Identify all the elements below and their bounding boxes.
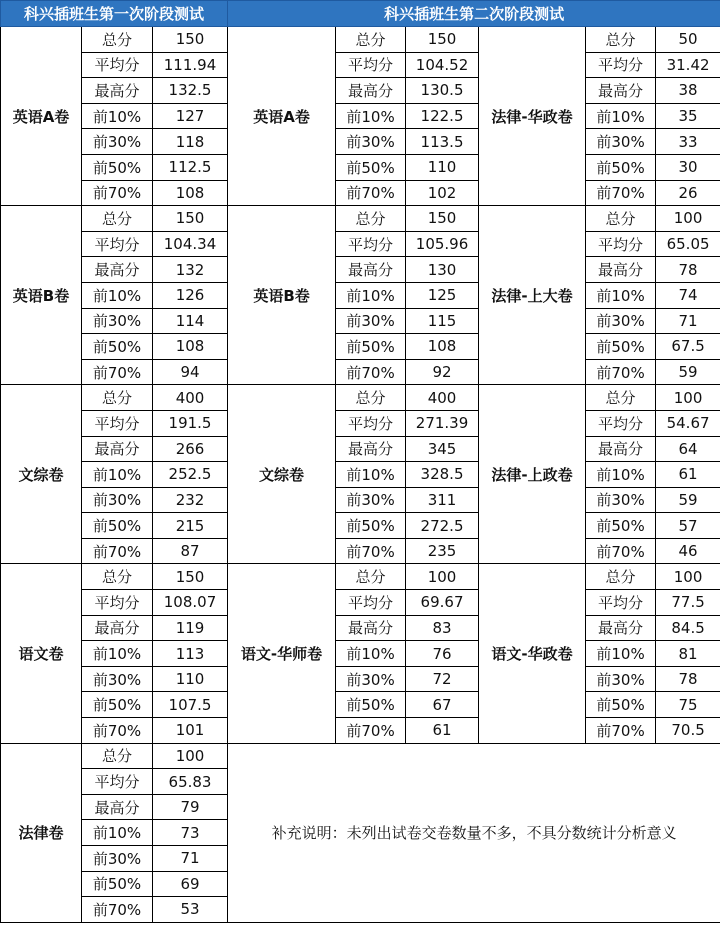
metric-value: 114 [153, 308, 228, 334]
metric-label: 最高分 [336, 257, 406, 283]
metric-value: 100 [153, 743, 228, 769]
metric-value: 150 [153, 206, 228, 232]
metric-label: 前10% [336, 282, 406, 308]
table-row [1, 308, 720, 334]
metric-value: 132.5 [153, 78, 228, 104]
metric-label: 平均分 [586, 52, 656, 78]
metric-label: 前30% [586, 666, 656, 692]
metric-value: 78 [656, 257, 720, 283]
metric-value: 108 [406, 334, 479, 360]
metric-label: 最高分 [336, 615, 406, 641]
metric-label: 最高分 [82, 257, 153, 283]
metric-value: 108 [153, 180, 228, 206]
metric-label: 平均分 [586, 590, 656, 616]
metric-label: 前70% [586, 359, 656, 385]
metric-value: 232 [153, 487, 228, 513]
metric-value: 50 [656, 27, 720, 53]
metric-label: 前50% [336, 692, 406, 718]
metric-label: 最高分 [82, 615, 153, 641]
table-row [1, 257, 720, 283]
note-text: 补充说明：未列出试卷交卷数量不多，不具分数统计分析意义 [228, 743, 720, 922]
metric-value: 150 [153, 564, 228, 590]
metric-value: 38 [656, 78, 720, 104]
metric-label: 平均分 [586, 231, 656, 257]
table-row [1, 27, 720, 53]
metric-value: 65.83 [153, 769, 228, 795]
metric-label: 平均分 [82, 769, 153, 795]
metric-label: 前50% [336, 513, 406, 539]
paper-name: 法律-上大卷 [479, 206, 586, 385]
metric-value: 108 [153, 334, 228, 360]
metric-label: 前10% [586, 103, 656, 129]
header-second-test: 科兴插班生第二次阶段测试 [228, 1, 720, 27]
metric-value: 108.07 [153, 590, 228, 616]
paper-name: 语文-华政卷 [479, 564, 586, 743]
metric-label: 最高分 [82, 78, 153, 104]
metric-label: 总分 [586, 206, 656, 232]
metric-value: 81 [656, 641, 720, 667]
metric-label: 平均分 [336, 410, 406, 436]
metric-label: 前50% [82, 334, 153, 360]
metric-value: 102 [406, 180, 479, 206]
metric-value: 67.5 [656, 334, 720, 360]
metric-value: 191.5 [153, 410, 228, 436]
table-row [1, 692, 720, 718]
table-row [1, 538, 720, 564]
metric-value: 59 [656, 487, 720, 513]
metric-value: 100 [656, 206, 720, 232]
metric-label: 最高分 [586, 615, 656, 641]
metric-label: 前30% [586, 129, 656, 155]
metric-value: 150 [406, 206, 479, 232]
metric-value: 54.67 [656, 410, 720, 436]
metric-label: 前70% [82, 718, 153, 744]
metric-value: 272.5 [406, 513, 479, 539]
table-row [1, 385, 720, 411]
metric-value: 65.05 [656, 231, 720, 257]
metric-label: 前10% [586, 462, 656, 488]
metric-label: 前50% [82, 513, 153, 539]
metric-label: 总分 [586, 564, 656, 590]
metric-label: 总分 [336, 206, 406, 232]
metric-value: 150 [153, 27, 228, 53]
metric-label: 最高分 [586, 257, 656, 283]
metric-label: 总分 [586, 385, 656, 411]
table-row [1, 78, 720, 104]
metric-label: 前10% [82, 462, 153, 488]
metric-value: 70.5 [656, 718, 720, 744]
metric-value: 26 [656, 180, 720, 206]
metric-value: 100 [656, 564, 720, 590]
metric-label: 总分 [336, 27, 406, 53]
paper-name: 语文-华师卷 [228, 564, 336, 743]
metric-label: 平均分 [82, 410, 153, 436]
metric-value: 328.5 [406, 462, 479, 488]
metric-label: 前70% [336, 538, 406, 564]
metric-value: 84.5 [656, 615, 720, 641]
table-row [1, 231, 720, 257]
metric-value: 400 [406, 385, 479, 411]
metric-value: 67 [406, 692, 479, 718]
metric-value: 71 [153, 846, 228, 872]
metric-label: 前70% [586, 180, 656, 206]
table-row [1, 564, 720, 590]
metric-label: 前10% [336, 462, 406, 488]
metric-value: 94 [153, 359, 228, 385]
metric-label: 前50% [82, 871, 153, 897]
table-row [1, 180, 720, 206]
table-row [1, 359, 720, 385]
metric-label: 前70% [586, 718, 656, 744]
table-row [1, 52, 720, 78]
metric-label: 总分 [82, 385, 153, 411]
metric-value: 127 [153, 103, 228, 129]
metric-value: 61 [656, 462, 720, 488]
metric-value: 235 [406, 538, 479, 564]
metric-value: 345 [406, 436, 479, 462]
metric-label: 平均分 [586, 410, 656, 436]
paper-name: 文综卷 [228, 385, 336, 564]
paper-name: 英语A卷 [1, 27, 82, 206]
metric-value: 119 [153, 615, 228, 641]
table-row [1, 103, 720, 129]
table-row [1, 615, 720, 641]
metric-value: 53 [153, 897, 228, 923]
metric-value: 74 [656, 282, 720, 308]
metric-value: 113 [153, 641, 228, 667]
metric-label: 前10% [82, 641, 153, 667]
metric-value: 311 [406, 487, 479, 513]
metric-label: 前70% [82, 538, 153, 564]
metric-label: 前30% [82, 487, 153, 513]
metric-label: 最高分 [586, 78, 656, 104]
metric-label: 平均分 [82, 590, 153, 616]
metric-value: 132 [153, 257, 228, 283]
metric-label: 总分 [82, 206, 153, 232]
metric-label: 前30% [82, 308, 153, 334]
metric-label: 最高分 [82, 794, 153, 820]
table-row [1, 282, 720, 308]
paper-name: 语文卷 [1, 564, 82, 743]
paper-name: 法律卷 [1, 743, 82, 922]
metric-value: 118 [153, 129, 228, 155]
metric-value: 115 [406, 308, 479, 334]
paper-name: 英语A卷 [228, 27, 336, 206]
table-row [1, 334, 720, 360]
metric-label: 前10% [82, 820, 153, 846]
metric-value: 35 [656, 103, 720, 129]
metric-label: 总分 [586, 27, 656, 53]
metric-label: 前30% [82, 846, 153, 872]
metric-label: 前10% [82, 103, 153, 129]
metric-label: 前10% [586, 282, 656, 308]
metric-label: 最高分 [82, 436, 153, 462]
metric-value: 61 [406, 718, 479, 744]
header-row [1, 1, 720, 27]
metric-label: 前30% [336, 487, 406, 513]
metric-label: 总分 [336, 564, 406, 590]
table-row [1, 436, 720, 462]
metric-label: 前30% [586, 487, 656, 513]
metric-value: 75 [656, 692, 720, 718]
metric-label: 最高分 [586, 436, 656, 462]
metric-value: 111.94 [153, 52, 228, 78]
metric-label: 前70% [586, 538, 656, 564]
metric-label: 平均分 [82, 231, 153, 257]
metric-label: 前10% [82, 282, 153, 308]
metric-label: 前50% [336, 154, 406, 180]
metric-label: 前50% [586, 692, 656, 718]
metric-value: 104.34 [153, 231, 228, 257]
metric-value: 104.52 [406, 52, 479, 78]
metric-label: 前70% [82, 180, 153, 206]
metric-value: 78 [656, 666, 720, 692]
metric-value: 72 [406, 666, 479, 692]
metric-label: 平均分 [336, 52, 406, 78]
metric-value: 46 [656, 538, 720, 564]
metric-value: 110 [406, 154, 479, 180]
metric-value: 100 [406, 564, 479, 590]
metric-value: 87 [153, 538, 228, 564]
metric-label: 前30% [336, 666, 406, 692]
metric-value: 59 [656, 359, 720, 385]
metric-value: 71 [656, 308, 720, 334]
metric-value: 130.5 [406, 78, 479, 104]
metric-value: 150 [406, 27, 479, 53]
metric-label: 最高分 [336, 78, 406, 104]
table-row [1, 666, 720, 692]
metric-label: 前70% [336, 180, 406, 206]
table-row [1, 129, 720, 155]
metric-label: 前50% [586, 513, 656, 539]
metric-value: 126 [153, 282, 228, 308]
metric-value: 69 [153, 871, 228, 897]
metric-value: 125 [406, 282, 479, 308]
paper-name: 英语B卷 [1, 206, 82, 385]
metric-value: 31.42 [656, 52, 720, 78]
metric-label: 前50% [586, 154, 656, 180]
table-row [1, 513, 720, 539]
table-row [1, 206, 720, 232]
table-row [1, 487, 720, 513]
metric-label: 平均分 [82, 52, 153, 78]
metric-label: 前30% [586, 308, 656, 334]
metric-value: 79 [153, 794, 228, 820]
metric-label: 总分 [82, 564, 153, 590]
metric-value: 113.5 [406, 129, 479, 155]
metric-value: 64 [656, 436, 720, 462]
metric-label: 前30% [336, 308, 406, 334]
metric-label: 前10% [586, 641, 656, 667]
metric-label: 前30% [336, 129, 406, 155]
metric-value: 215 [153, 513, 228, 539]
metric-value: 33 [656, 129, 720, 155]
metric-value: 122.5 [406, 103, 479, 129]
metric-value: 112.5 [153, 154, 228, 180]
table-row [1, 462, 720, 488]
metric-label: 前30% [82, 129, 153, 155]
metric-label: 总分 [82, 27, 153, 53]
metric-value: 271.39 [406, 410, 479, 436]
metric-label: 前10% [336, 103, 406, 129]
metric-label: 平均分 [336, 590, 406, 616]
metric-label: 前70% [82, 359, 153, 385]
metric-value: 73 [153, 820, 228, 846]
table-row [1, 410, 720, 436]
metric-label: 前70% [336, 718, 406, 744]
table-row [1, 743, 720, 769]
table-row [1, 641, 720, 667]
metric-label: 前10% [336, 641, 406, 667]
metric-value: 400 [153, 385, 228, 411]
metric-value: 92 [406, 359, 479, 385]
metric-label: 前70% [82, 897, 153, 923]
metric-label: 前50% [336, 334, 406, 360]
table-row [1, 590, 720, 616]
metric-label: 总分 [336, 385, 406, 411]
metric-label: 前50% [82, 154, 153, 180]
metric-value: 100 [656, 385, 720, 411]
metric-value: 76 [406, 641, 479, 667]
paper-name: 法律-华政卷 [479, 27, 586, 206]
metric-value: 266 [153, 436, 228, 462]
table-row [1, 154, 720, 180]
metric-label: 前50% [82, 692, 153, 718]
metric-label: 最高分 [336, 436, 406, 462]
metric-value: 110 [153, 666, 228, 692]
metric-label: 前30% [82, 666, 153, 692]
metric-value: 107.5 [153, 692, 228, 718]
header-first-test: 科兴插班生第一次阶段测试 [1, 1, 228, 27]
metric-value: 105.96 [406, 231, 479, 257]
metric-value: 77.5 [656, 590, 720, 616]
metric-value: 30 [656, 154, 720, 180]
metric-value: 69.67 [406, 590, 479, 616]
paper-name: 法律-上政卷 [479, 385, 586, 564]
metric-value: 57 [656, 513, 720, 539]
metric-label: 前50% [586, 334, 656, 360]
metric-label: 平均分 [336, 231, 406, 257]
table-row [1, 718, 720, 744]
metric-value: 252.5 [153, 462, 228, 488]
metric-value: 101 [153, 718, 228, 744]
metric-value: 130 [406, 257, 479, 283]
metric-value: 83 [406, 615, 479, 641]
paper-name: 英语B卷 [228, 206, 336, 385]
paper-name: 文综卷 [1, 385, 82, 564]
metric-label: 前70% [336, 359, 406, 385]
metric-label: 总分 [82, 743, 153, 769]
